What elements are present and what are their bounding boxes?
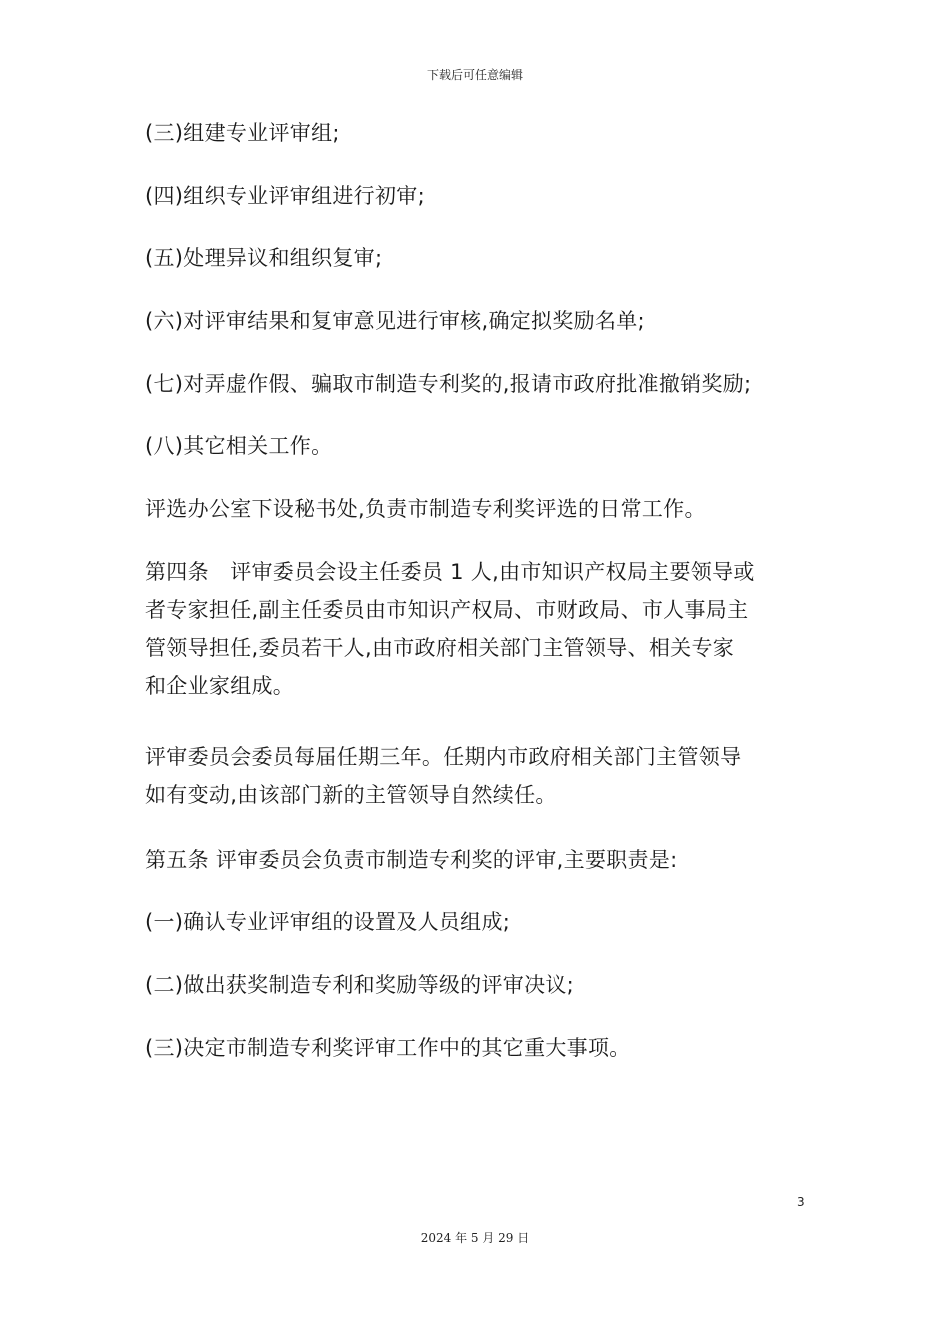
list-item-5: (五)处理异议和组织复审;	[145, 246, 383, 270]
duty-item-2: (二)做出获奖制造专利和奖励等级的评审决议;	[145, 973, 575, 997]
term-line: 如有变动,由该部门新的主管领导自然续任。	[145, 783, 557, 807]
article-4-line: 第四条 评审委员会设主任委员 1 人,由市知识产权局主要领导或	[145, 560, 755, 584]
list-item-3: (三)组建专业评审组;	[145, 121, 340, 145]
article-4-line: 管领导担任,委员若干人,由市政府相关部门主管领导、相关专家	[145, 636, 735, 660]
duty-item-1: (一)确认专业评审组的设置及人员组成;	[145, 910, 511, 934]
secretariat-paragraph: 评选办公室下设秘书处,负责市制造专利奖评选的日常工作。	[145, 497, 706, 521]
term-paragraph	[145, 738, 825, 814]
page-number: 3	[797, 1195, 805, 1209]
duty-item-3: (三)决定市制造专利奖评审工作中的其它重大事项。	[145, 1036, 631, 1060]
list-item-4: (四)组织专业评审组进行初审;	[145, 184, 425, 208]
article-4-paragraph	[145, 553, 825, 705]
list-item-8: (八)其它相关工作。	[145, 434, 333, 458]
article-5-heading: 第五条 评审委员会负责市制造专利奖的评审,主要职责是:	[145, 848, 678, 872]
article-4-line: 者专家担任,副主任委员由市知识产权局、市财政局、市人事局主	[145, 598, 749, 622]
list-item-6: (六)对评审结果和复审意见进行审核,确定拟奖励名单;	[145, 309, 645, 333]
term-line: 评审委员会委员每届任期三年。任期内市政府相关部门主管领导	[145, 745, 742, 769]
footer-date: 2024 年 5 月 29 日	[420, 1231, 530, 1245]
header-note: 下载后可任意编辑	[426, 68, 523, 82]
article-4-line: 和企业家组成。	[145, 674, 295, 698]
list-item-7: (七)对弄虚作假、骗取市制造专利奖的,报请市政府批准撤销奖励;	[145, 372, 752, 396]
